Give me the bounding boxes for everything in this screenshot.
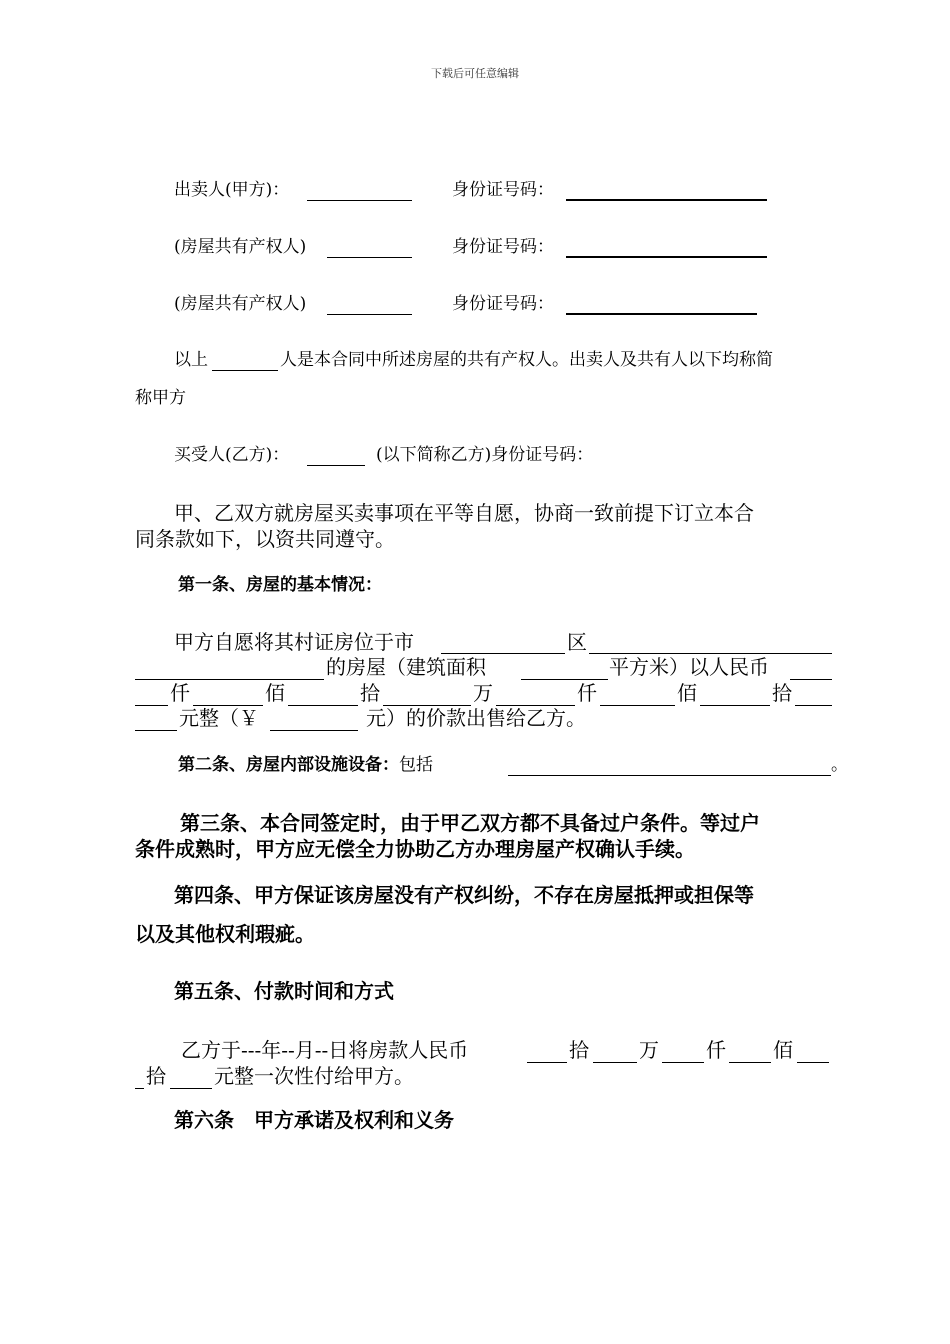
intro-line-2: 同条款如下，以资共同遵守。: [135, 527, 395, 551]
price-blank-10[interactable]: [135, 730, 177, 731]
co-owner-1-blank[interactable]: [327, 257, 412, 258]
city-blank[interactable]: [441, 653, 565, 654]
article-1-line-4a: 元整（￥: [179, 706, 259, 730]
co-owner-1-id-blank[interactable]: [566, 256, 767, 258]
price-blank-9[interactable]: [795, 705, 832, 706]
buyer-label: 买受人(乙方)：: [174, 445, 290, 465]
article-4-line-2: 以及其他权利瑕疵。: [135, 922, 315, 946]
unit-wan: 万: [473, 681, 493, 705]
article-3-line-2: 条件成熟时，甲方应无偿全力协助乙方办理房屋产权确认手续。: [135, 837, 695, 861]
co-owner-2-id-label: 身份证号码：: [452, 294, 554, 314]
summary-prefix: 以上: [174, 350, 208, 370]
article-2-end: 。: [831, 755, 848, 775]
summary-text: 人是本合同中所述房屋的共有产权人。出卖人及共有人以下均称简: [280, 350, 773, 370]
price-blank-8[interactable]: [700, 705, 770, 706]
unit-qian-2: 仟: [577, 681, 597, 705]
price-blank-7[interactable]: [600, 705, 675, 706]
pay-unit-qian: 仟: [706, 1038, 726, 1062]
payment-blank-5[interactable]: [797, 1062, 829, 1063]
price-blank-2[interactable]: [135, 705, 168, 706]
pay-unit-wan: 万: [639, 1038, 659, 1062]
article-6-title: 第六条 甲方承诺及权利和义务: [174, 1108, 454, 1132]
co-owner-2-blank[interactable]: [327, 314, 412, 315]
pay-unit-bai: 佰: [773, 1038, 793, 1062]
unit-bai-1: 佰: [265, 681, 285, 705]
article-4-line-1: 第四条、甲方保证该房屋没有产权纠纷，不存在房屋抵押或担保等: [174, 883, 754, 907]
pay-unit-shi-1: 拾: [569, 1038, 589, 1062]
area-blank[interactable]: [521, 679, 608, 680]
price-blank-1[interactable]: [790, 679, 832, 680]
district-label: 区: [567, 630, 587, 654]
payment-blank-4[interactable]: [729, 1062, 771, 1063]
page-header: 下载后可任意编辑: [431, 67, 519, 80]
article-5-line-2b: 元整一次性付给甲方。: [214, 1064, 414, 1088]
article-1-line-1: 甲方自愿将其村证房位于市: [174, 630, 414, 654]
article-1-line-4b: 元）的价款出售给乙方。: [366, 706, 586, 730]
co-owner-label-2: (房屋共有产权人): [174, 294, 307, 314]
seller-id-label: 身份证号码：: [452, 180, 554, 200]
buyer-text: (以下简称乙方)身份证号码：: [376, 445, 594, 465]
district-blank[interactable]: [589, 653, 832, 654]
article-5-line-2a: 拾: [146, 1064, 166, 1088]
address-blank[interactable]: [135, 679, 324, 680]
article-2-row: [178, 757, 433, 774]
unit-shi-1: 拾: [360, 681, 380, 705]
unit-shi-2: 拾: [772, 681, 792, 705]
payment-blank-7[interactable]: [170, 1088, 212, 1089]
co-owner-label-1: (房屋共有产权人): [174, 237, 307, 257]
co-owner-1-id-label: 身份证号码：: [452, 237, 554, 257]
seller-name-blank[interactable]: [307, 200, 412, 201]
price-blank-4[interactable]: [288, 705, 358, 706]
seller-label: 出卖人(甲方)：: [174, 180, 290, 200]
summary-cont: 称甲方: [135, 388, 186, 408]
amount-numeric-blank[interactable]: [270, 730, 358, 731]
payment-blank-2[interactable]: [593, 1062, 637, 1063]
article-1-line-2a: 的房屋（建筑面积: [326, 655, 486, 679]
seller-id-blank[interactable]: [566, 199, 767, 201]
payment-blank-1[interactable]: [527, 1062, 567, 1063]
article-5-title: 第五条、付款时间和方式: [174, 979, 394, 1003]
article-1-title: 第一条、房屋的基本情况：: [178, 575, 382, 595]
payment-blank-3[interactable]: [662, 1062, 704, 1063]
payment-blank-6[interactable]: [135, 1088, 144, 1089]
intro-line-1: 甲、乙双方就房屋买卖事项在平等自愿，协商一致前提下订立本合: [174, 501, 754, 525]
article-2-text: 包括: [399, 755, 433, 775]
article-5-line-1: 乙方于---年--月--日将房款人民币: [181, 1038, 469, 1062]
co-owner-2-id-blank[interactable]: [566, 313, 757, 315]
article-1-line-2b: 平方米）以人民币: [609, 655, 769, 679]
unit-qian-1: 仟: [170, 681, 190, 705]
unit-bai-2: 佰: [677, 681, 697, 705]
article-2-title: 第二条、房屋内部设施设备：: [178, 755, 399, 775]
buyer-name-blank[interactable]: [307, 465, 365, 466]
summary-count-blank[interactable]: [212, 370, 278, 371]
facilities-blank[interactable]: [508, 775, 831, 776]
article-3-line-1: 第三条、本合同签定时，由于甲乙双方都不具备过户条件。等过户: [180, 811, 760, 835]
